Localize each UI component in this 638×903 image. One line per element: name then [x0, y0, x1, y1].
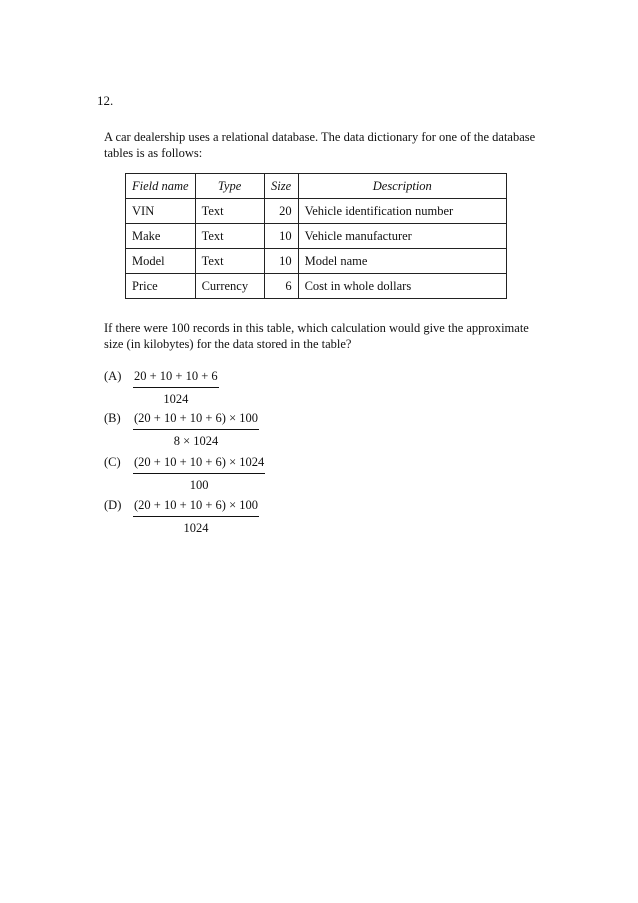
cell-size: 10: [264, 249, 298, 274]
cell-size: 10: [264, 224, 298, 249]
header-field-name: Field name: [126, 174, 196, 199]
cell-description: Vehicle identification number: [298, 199, 506, 224]
cell-description: Vehicle manufacturer: [298, 224, 506, 249]
cell-type: Currency: [195, 274, 264, 299]
cell-field-name: VIN: [126, 199, 196, 224]
option-c-label: (C): [104, 455, 121, 469]
cell-size: 6: [264, 274, 298, 299]
option-c-fraction: [133, 455, 265, 493]
cell-type: Text: [195, 224, 264, 249]
cell-description: Cost in whole dollars: [298, 274, 506, 299]
question-number: 12.: [97, 93, 114, 108]
data-dictionary-table: [125, 173, 507, 299]
question-stem: If there were 100 records in this table, which calculation would give the approximate size (in kilobytes) for the data stored in the table?: [104, 321, 529, 351]
option-d-fraction: [133, 498, 259, 536]
cell-description: Model name: [298, 249, 506, 274]
cell-field-name: Make: [126, 224, 196, 249]
option-d-label: (D): [104, 498, 122, 512]
table-row: [126, 249, 507, 274]
option-a-numerator: 20 + 10 + 10 + 6: [133, 369, 219, 388]
question-intro: A car dealership uses a relational database. The data dictionary for one of the database tables is as follows:: [104, 130, 536, 160]
option-b-fraction: [133, 411, 259, 449]
cell-type: Text: [195, 199, 264, 224]
table-row: [126, 199, 507, 224]
option-a-fraction: [133, 369, 219, 407]
table-row: [126, 224, 507, 249]
cell-size: 20: [264, 199, 298, 224]
header-type: Type: [195, 174, 264, 199]
option-c-denominator: 100: [189, 478, 209, 492]
cell-type: Text: [195, 249, 264, 274]
header-description: Description: [298, 174, 506, 199]
option-b-label: (B): [104, 411, 121, 425]
option-b-numerator: (20 + 10 + 10 + 6) × 100: [133, 411, 259, 430]
option-a-label: (A): [104, 369, 122, 383]
cell-field-name: Model: [126, 249, 196, 274]
option-b-denominator: 8 × 1024: [173, 434, 219, 448]
table-header-row: [126, 174, 507, 199]
header-size: Size: [264, 174, 298, 199]
option-c-numerator: (20 + 10 + 10 + 6) × 1024: [133, 455, 265, 474]
cell-field-name: Price: [126, 274, 196, 299]
option-d-numerator: (20 + 10 + 10 + 6) × 100: [133, 498, 259, 517]
table-row: [126, 274, 507, 299]
option-a-denominator: 1024: [163, 392, 189, 406]
option-d-denominator: 1024: [183, 521, 209, 535]
